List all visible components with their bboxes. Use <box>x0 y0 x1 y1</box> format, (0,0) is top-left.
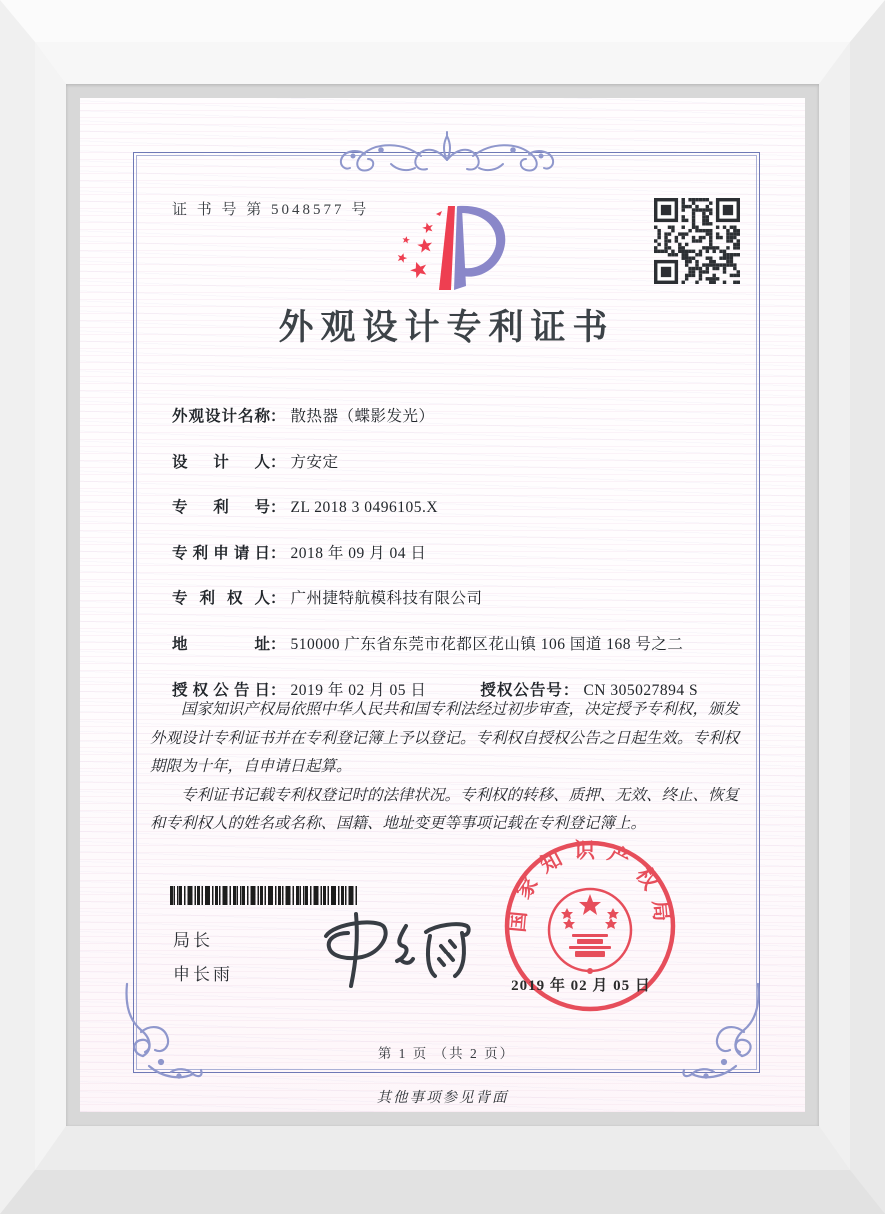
field-label: 授权公告号 <box>480 681 563 699</box>
page-number: 第 1 页 （共 2 页） <box>377 1046 516 1061</box>
certificate-paper <box>80 98 805 1112</box>
certificate-number: 证 书 号 第 5048577 号 <box>172 202 370 218</box>
field-colon: ： <box>562 681 579 699</box>
field-row-designer <box>172 450 778 496</box>
field-label: 设计人 <box>172 453 270 471</box>
legal-text <box>150 696 744 839</box>
field-label: 专利权人 <box>172 590 270 608</box>
field-value: 2018 年 09 月 04 日 <box>290 544 427 562</box>
field-label: 专利申请日 <box>172 544 270 562</box>
field-row-filing-date <box>172 541 778 587</box>
field-row-patent-number <box>172 495 778 541</box>
field-colon: ： <box>270 635 286 653</box>
qr-code <box>654 198 740 284</box>
back-side-note: 其他事项参见背面 <box>376 1090 509 1106</box>
field-colon: ： <box>270 499 286 517</box>
svg-text:国家知识产权局 <box>505 839 675 934</box>
certificate-title: 外观设计专利证书 <box>278 308 615 347</box>
picture-frame-inner <box>35 42 850 1170</box>
field-row-design-name <box>172 404 778 450</box>
seal-ring-text: 国家知识产权局 <box>504 838 676 934</box>
field-colon: ： <box>270 681 286 699</box>
field-value: 散热器（蝶影发光） <box>290 408 435 425</box>
field-label: 专利号 <box>172 499 270 517</box>
field-row-patentee <box>172 586 778 632</box>
field-row-address <box>172 632 778 678</box>
field-label: 授权公告日 <box>172 681 270 699</box>
signer-title: 局长 <box>173 931 213 950</box>
frame-mat <box>66 84 819 1126</box>
cnipa-logo-icon <box>392 198 510 298</box>
field-value: ZL 2018 3 0496105.X <box>290 499 439 517</box>
field-label: 地址 <box>172 635 270 653</box>
field-colon: ： <box>270 544 286 562</box>
field-value: 510000 广东省东莞市花都区花山镇 106 国道 168 号之二 <box>290 635 684 653</box>
field-value: 方安定 <box>290 453 339 471</box>
legal-paragraph-2: 专利证书记载专利权登记时的法律状况。专利权的转移、质押、无效、终止、恢复和专利权人的姓名或名称、国籍、地址变更等事项记载在专利登记簿上。 <box>150 786 740 833</box>
signature-icon <box>302 896 482 996</box>
signer-name: 申长雨 <box>173 965 233 984</box>
field-value: 广州捷特航模科技有限公司 <box>290 590 483 608</box>
field-colon: ： <box>270 453 286 471</box>
field-colon: ： <box>270 590 286 608</box>
field-colon: ： <box>270 408 286 425</box>
field-list <box>172 404 778 723</box>
field-value: 2019 年 02 月 05 日 <box>290 681 427 699</box>
field-label: 外观设计名称 <box>172 408 270 425</box>
legal-paragraph-1: 国家知识产权局依照中华人民共和国专利法经过初步审查，决定授予专利权，颁发外观设计专利证书并在专利登记簿上予以登记。专利权自授权公告之日起生效。专利权期限为十年，自申请日起算。 <box>150 701 740 776</box>
seal-date: 2019 年 02 月 05 日 <box>511 978 651 994</box>
field-value: CN 305027894 S <box>583 681 699 699</box>
